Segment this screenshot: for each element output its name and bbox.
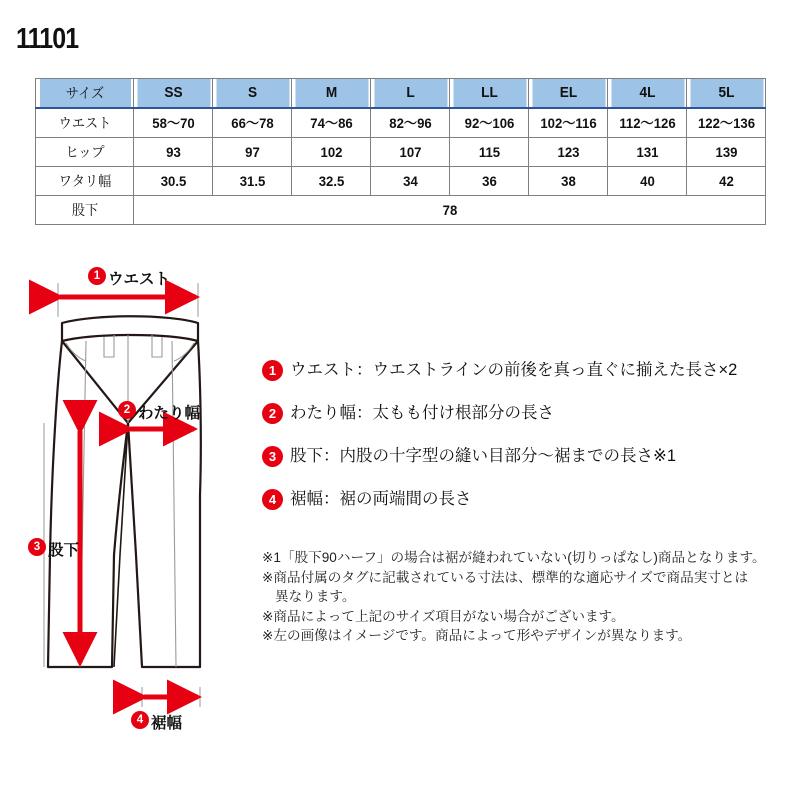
- cell-thigh-m: 32.5: [294, 167, 368, 196]
- dim-label-inseam: 股下: [48, 542, 80, 559]
- dim-badge-hem: 4: [131, 711, 149, 729]
- header-cell-ss: SS: [136, 79, 210, 109]
- cell-waist-s: 66〜78: [215, 108, 289, 138]
- cell-hip-el: 123: [531, 138, 605, 167]
- cell-thigh-4l: 40: [610, 167, 684, 196]
- cell-thigh-ss: 30.5: [136, 167, 210, 196]
- cell-waist-ll: 92〜106: [452, 108, 526, 138]
- cell-inseam-all: 78: [152, 196, 746, 225]
- table-header-row: [36, 79, 766, 109]
- legend-list: [262, 358, 772, 530]
- cell-thigh-5l: 42: [689, 167, 763, 196]
- pants-illustration: [0, 255, 260, 755]
- cell-hip-4l: 131: [610, 138, 684, 167]
- legend-badge-2: 2: [262, 403, 283, 424]
- footnote-1: ※1「股下90ハーフ」の場合は裾が縫われていない(切りっぱなし)商品となります。: [262, 550, 766, 565]
- footnote-2-line1: ※商品付属のタグに記載されている寸法は、標準的な適応サイズで商品実寸とは: [262, 569, 749, 585]
- legend-text-2: わたり幅：太もも付け根部分の長さ: [290, 404, 554, 422]
- dim-label-thigh: わたり幅: [138, 405, 201, 422]
- header-cell-5l: 5L: [689, 79, 763, 109]
- row-label-inseam: 股下: [38, 196, 130, 225]
- header-cell-el: EL: [531, 79, 605, 109]
- cell-waist-5l: 122〜136: [689, 108, 763, 138]
- product-code: 11101: [16, 23, 79, 55]
- cell-thigh-l: 34: [373, 167, 447, 196]
- cell-thigh-ll: 36: [452, 167, 526, 196]
- cell-waist-l: 82〜96: [373, 108, 447, 138]
- legend-text-3: 股下：内股の十字型の縫い目部分〜裾までの長さ: [290, 447, 653, 465]
- size-table: [35, 78, 766, 225]
- legend-item-inseam: [262, 444, 772, 470]
- cell-hip-ss: 93: [136, 138, 210, 167]
- cell-hip-ll: 115: [452, 138, 526, 167]
- legend-badge-3: 3: [262, 446, 283, 467]
- cell-waist-ss: 58〜70: [136, 108, 210, 138]
- cell-waist-4l: 112〜126: [610, 108, 684, 138]
- footnotes-block: [262, 548, 767, 646]
- header-cell-l: L: [373, 79, 447, 109]
- dim-badge-inseam: 3: [28, 538, 46, 556]
- cell-thigh-el: 38: [531, 167, 605, 196]
- footnote-4: ※左の画像はイメージです。商品によって形やデザインが異なります。: [262, 628, 692, 643]
- table-row: [36, 138, 766, 167]
- legend-badge-1: 1: [262, 360, 283, 381]
- legend-item-thigh: [262, 401, 772, 427]
- dim-label-waist: ウエスト: [108, 271, 171, 288]
- cell-hip-5l: 139: [689, 138, 763, 167]
- footnote-2: [262, 568, 767, 607]
- row-label-thigh: ワタリ幅: [38, 167, 130, 196]
- footnote-2-line2: 異なります。: [275, 589, 356, 604]
- cell-waist-el: 102〜116: [531, 108, 605, 138]
- header-cell-4l: 4L: [610, 79, 684, 109]
- footnote-3: ※商品によって上記のサイズ項目がない場合がございます。: [262, 608, 625, 624]
- legend-note-ref-3: ※1: [653, 447, 677, 465]
- legend-badge-4: 4: [262, 489, 283, 510]
- legend-item-waist: [262, 358, 772, 384]
- legend-text-1: ウエスト：ウエストラインの前後を真っ直ぐに揃えた長さ×2: [290, 361, 738, 379]
- row-label-hip: ヒップ: [38, 138, 130, 167]
- header-cell-size: サイズ: [38, 79, 130, 109]
- cell-hip-s: 97: [215, 138, 289, 167]
- header-cell-m: M: [294, 79, 368, 109]
- table-row: [36, 167, 766, 196]
- legend-item-hem: [262, 487, 772, 513]
- header-cell-ll: LL: [452, 79, 526, 109]
- cell-thigh-s: 31.5: [215, 167, 289, 196]
- cell-hip-m: 102: [294, 138, 368, 167]
- header-cell-s: S: [215, 79, 289, 109]
- legend-text-4: 裾幅：裾の両端間の長さ: [290, 490, 472, 508]
- cell-hip-l: 107: [373, 138, 447, 167]
- row-label-waist: ウエスト: [38, 108, 130, 138]
- dim-label-hem: 裾幅: [151, 715, 183, 732]
- dim-badge-thigh: 2: [118, 401, 136, 419]
- table-row: [36, 108, 766, 138]
- dim-badge-waist: 1: [88, 267, 106, 285]
- table-row-inseam: [36, 196, 766, 225]
- cell-waist-m: 74〜86: [294, 108, 368, 138]
